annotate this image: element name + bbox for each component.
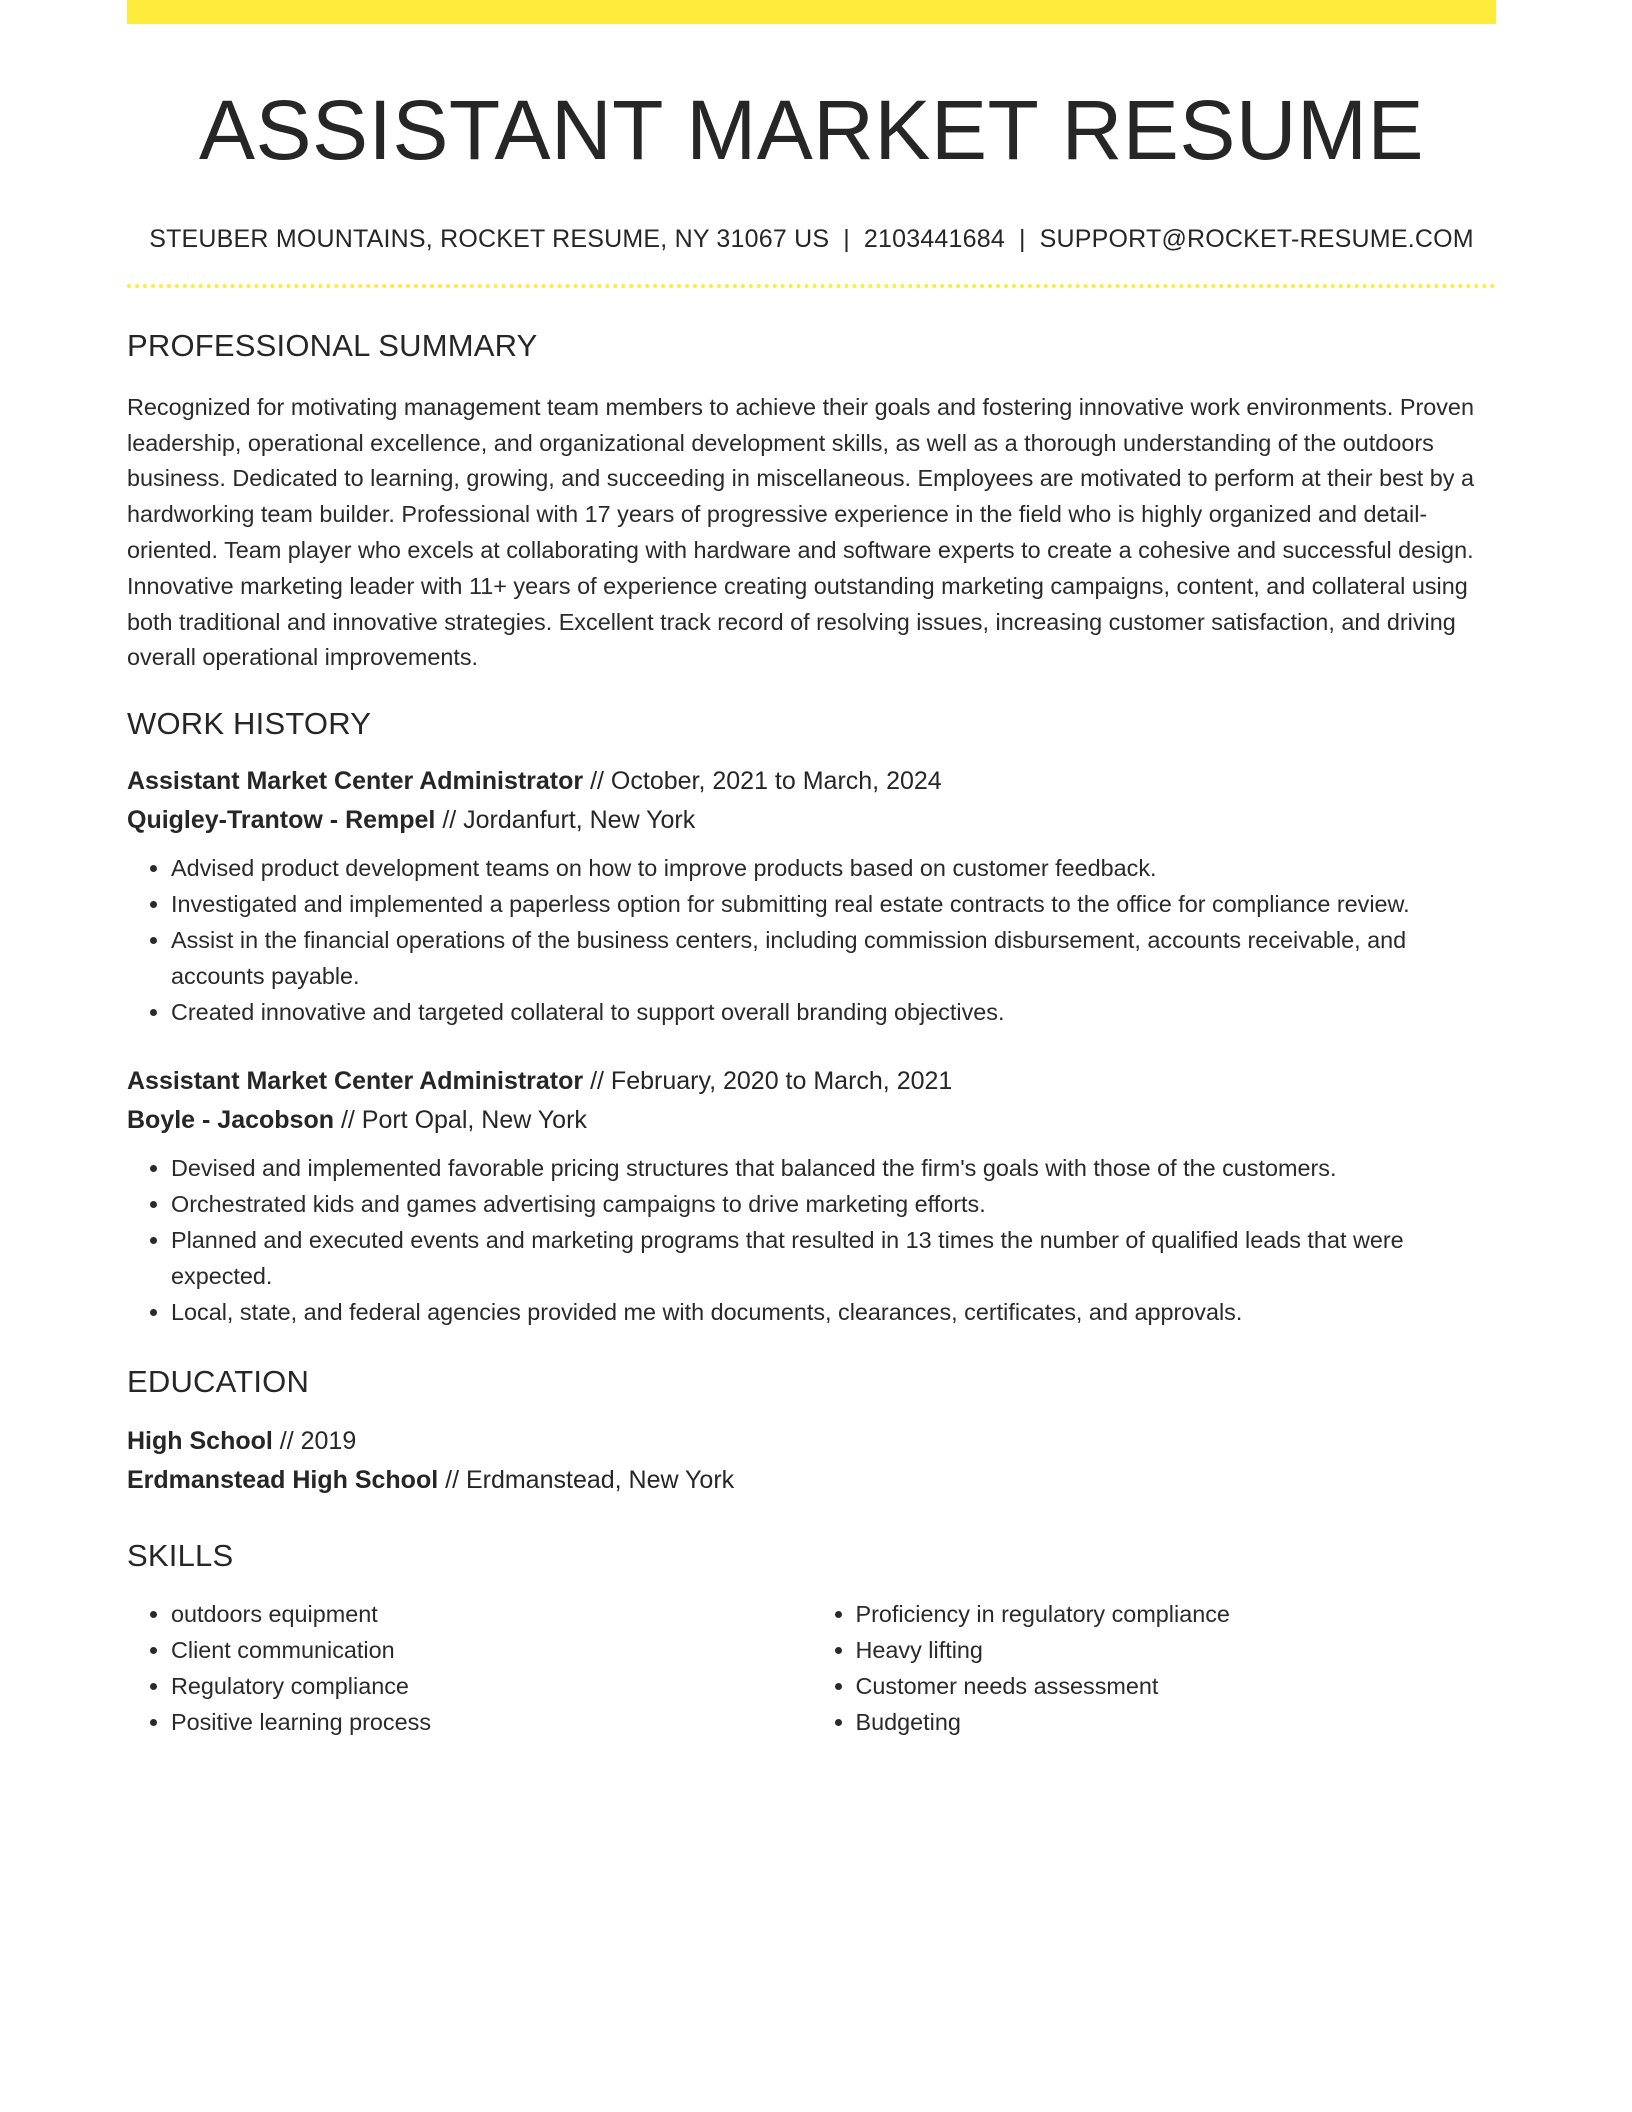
skills-columns: [127, 1596, 1496, 1740]
job-company-line: [127, 1101, 1496, 1140]
job-entry: [127, 1062, 1496, 1330]
job-position: Assistant Market Center Administrator: [127, 767, 584, 796]
skill-item: • Client communication: [171, 1632, 812, 1668]
education-year: // 2019: [272, 1427, 357, 1456]
contact-separator: |: [843, 224, 850, 253]
list-item: • Advised product development teams on how to improve products based on customer feedback.: [171, 850, 1496, 886]
job-position: Assistant Market Center Administrator: [127, 1067, 584, 1096]
job-location: // Jordanfurt, New York: [435, 806, 696, 835]
education-degree: High School: [127, 1427, 273, 1456]
skills-list-right: [812, 1596, 1497, 1740]
resume-page: [127, 0, 1496, 1740]
summary-text: Recognized for motivating management team members to achieve their goals and fostering innovative work environments. Proven leadership, operational excellence, and organizational development skills, as well as a thorough understanding of the outdoors business. Dedicated to learning, growing, and succeeding in miscellaneous. Employees are motivated to perform at their best by a hardworking team builder. Professional with 17 years of progressive experience in the field who is highly organized and detail-oriented. Team player who excels at collaborating with hardware and software experts to create a cohesive and successful design. Innovative marketing leader with 11+ years of experience creating outstanding marketing campaigns, content, and collateral using both traditional and innovative strategies. Excellent track record of resolving issues, increasing customer satisfaction, and driving overall operational improvements.: [127, 393, 1474, 671]
dotted-divider: [127, 284, 1496, 288]
skill-item: • Positive learning process: [171, 1704, 812, 1740]
education-degree-line: [127, 1422, 1496, 1461]
summary-heading: PROFESSIONAL SUMMARY: [127, 327, 538, 363]
job-company: Quigley-Trantow - Rempel: [127, 806, 436, 835]
contact-email: SUPPORT@ROCKET-RESUME.COM: [1039, 224, 1474, 253]
skill-item: • Regulatory compliance: [171, 1668, 812, 1704]
skill-item: • Proficiency in regulatory compliance: [856, 1596, 1497, 1632]
education-heading: EDUCATION: [127, 1364, 310, 1400]
list-item: • Created innovative and targeted collateral to support overall branding objectives.: [171, 994, 1496, 1030]
list-item: • Assist in the financial operations of the business centers, including commission disbursement, accounts receivable, and accounts payable.: [171, 922, 1496, 994]
list-item: • Planned and executed events and marketing programs that resulted in 13 times the number of qualified leads that were expected.: [171, 1222, 1496, 1294]
job-bullets: [127, 1150, 1496, 1330]
contact-address: STEUBER MOUNTAINS, ROCKET RESUME, NY 31067 US: [149, 224, 830, 253]
work-history-heading: WORK HISTORY: [127, 706, 372, 742]
job-title-line: [127, 1062, 1496, 1101]
contact-phone: 2103441684: [863, 224, 1005, 253]
list-item: • Investigated and implemented a paperless option for submitting real estate contracts to the office for compliance review.: [171, 886, 1496, 922]
job-title-line: [127, 762, 1496, 801]
education-entry: [127, 1422, 1496, 1500]
skill-item: • Heavy lifting: [856, 1632, 1497, 1668]
job-bullets: [127, 850, 1496, 1030]
contact-line: [127, 225, 1496, 254]
list-item: • Devised and implemented favorable pricing structures that balanced the firm's goals with those of the customers.: [171, 1150, 1496, 1186]
job-dates: // February, 2020 to March, 2021: [583, 1067, 953, 1096]
education-school-line: [127, 1461, 1496, 1500]
skill-item: • Budgeting: [856, 1704, 1497, 1740]
skills-heading: SKILLS: [127, 1538, 234, 1574]
resume-title: ASSISTANT MARKET RESUME: [198, 83, 1425, 177]
education-location: // Erdmanstead, New York: [438, 1466, 735, 1495]
skill-item: • Customer needs assessment: [856, 1668, 1497, 1704]
contact-separator: |: [1018, 224, 1026, 253]
job-company-line: [127, 801, 1496, 840]
job-company: Boyle - Jacobson: [127, 1106, 334, 1135]
education-school: Erdmanstead High School: [127, 1466, 439, 1495]
skills-list-left: [127, 1596, 812, 1740]
list-item: • Local, state, and federal agencies provided me with documents, clearances, certificates, and approvals.: [171, 1294, 1496, 1330]
list-item: • Orchestrated kids and games advertising campaigns to drive marketing efforts.: [171, 1186, 1496, 1222]
skill-item: • outdoors equipment: [171, 1596, 812, 1632]
accent-bar: [127, 0, 1496, 24]
job-entry: [127, 762, 1496, 1030]
job-location: // Port Opal, New York: [334, 1106, 587, 1135]
job-dates: // October, 2021 to March, 2024: [583, 767, 942, 796]
